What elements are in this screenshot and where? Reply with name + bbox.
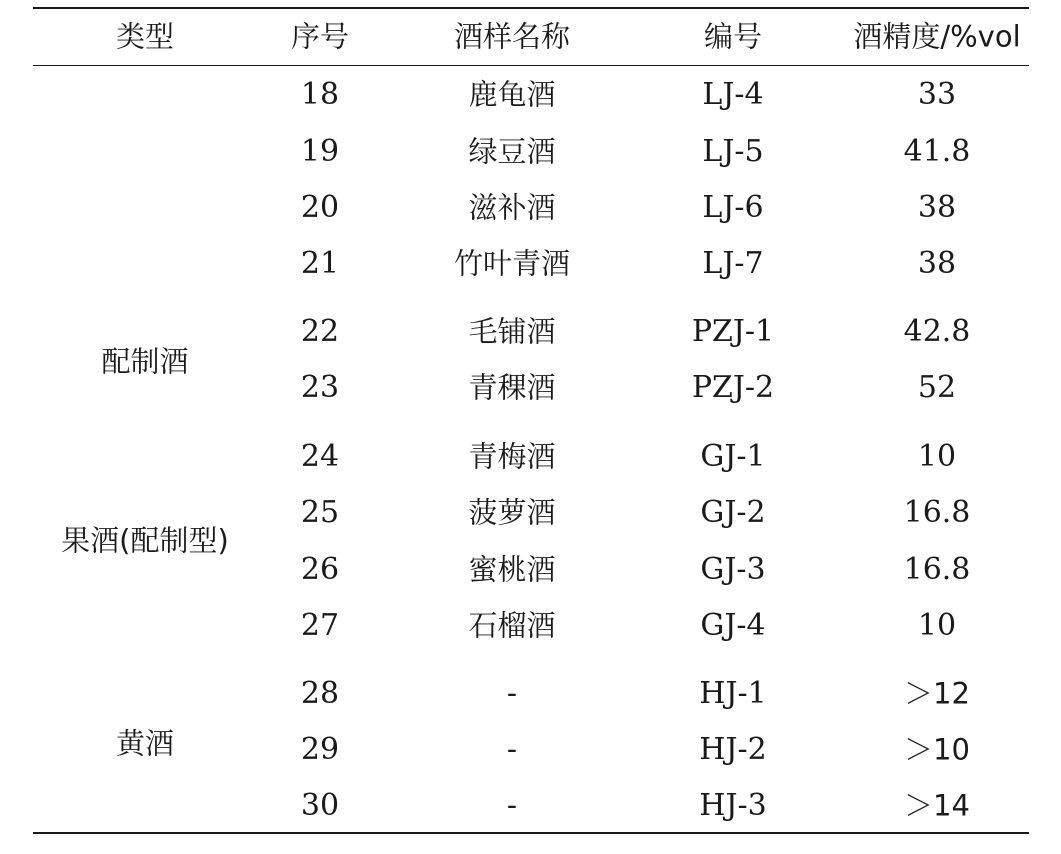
cell-sample-name: 石榴酒	[468, 608, 556, 643]
cell-index: 25	[300, 495, 340, 530]
cell-code: LJ-7	[702, 246, 764, 281]
header-type: 类型	[115, 19, 175, 54]
header-sample-name: 酒样名称	[453, 19, 571, 54]
cell-sample-name: -	[506, 788, 518, 823]
cell-sample-name: -	[506, 732, 518, 767]
cell-index: 22	[300, 314, 340, 349]
header-index: 序号	[290, 19, 350, 54]
cell-sample-name: 青梅酒	[468, 439, 556, 474]
cell-sample-name: 菠萝酒	[468, 495, 556, 530]
cell-code: GJ-3	[700, 552, 766, 587]
group-label: 配制酒	[101, 344, 189, 379]
cell-code: PZJ-2	[691, 370, 775, 405]
cell-index: 18	[300, 77, 340, 112]
cell-index: 28	[300, 676, 340, 711]
cell-abv: 16.8	[903, 495, 971, 530]
cell-code: HJ-2	[699, 732, 767, 767]
cell-index: 29	[300, 732, 340, 767]
cell-sample-name: -	[506, 676, 518, 711]
cell-abv: 16.8	[903, 552, 971, 587]
cell-abv: 52	[917, 370, 957, 405]
cell-index: 20	[300, 190, 340, 225]
header-code: 编号	[703, 19, 763, 54]
cell-code: GJ-1	[700, 439, 766, 474]
table-header-rule	[33, 65, 1029, 66]
cell-sample-name: 青稞酒	[468, 370, 556, 405]
cell-abv: 33	[917, 77, 957, 112]
cell-index: 19	[300, 134, 340, 169]
cell-abv: 10	[917, 439, 957, 474]
group-label: 黄酒	[115, 726, 175, 761]
cell-sample-name: 绿豆酒	[468, 134, 556, 169]
cell-code: GJ-2	[700, 495, 766, 530]
cell-index: 26	[300, 552, 340, 587]
cell-index: 27	[300, 608, 340, 643]
cell-sample-name: 毛铺酒	[468, 314, 556, 349]
group-label: 果酒(配制型)	[61, 523, 229, 558]
header-abv: 酒精度/%vol	[853, 19, 1021, 54]
table-bottom-rule	[33, 832, 1029, 834]
cell-code: PZJ-1	[691, 314, 775, 349]
cell-sample-name: 竹叶青酒	[453, 246, 571, 281]
cell-index: 23	[300, 370, 340, 405]
cell-index: 24	[300, 439, 340, 474]
cell-sample-name: 蜜桃酒	[468, 552, 556, 587]
cell-code: GJ-4	[700, 608, 766, 643]
cell-code: LJ-4	[702, 77, 764, 112]
cell-abv: ＞14	[904, 788, 970, 823]
cell-abv: 41.8	[903, 134, 971, 169]
cell-abv: ＞12	[904, 676, 970, 711]
cell-code: LJ-6	[702, 190, 764, 225]
cell-abv: 42.8	[903, 314, 971, 349]
cell-abv: 38	[917, 246, 957, 281]
cell-sample-name: 鹿龟酒	[468, 77, 556, 112]
table-top-rule	[33, 7, 1029, 9]
cell-sample-name: 滋补酒	[468, 190, 556, 225]
cell-code: LJ-5	[702, 134, 764, 169]
cell-index: 21	[300, 246, 340, 281]
cell-code: HJ-3	[699, 788, 767, 823]
cell-abv: ＞10	[904, 732, 970, 767]
cell-code: HJ-1	[699, 676, 767, 711]
cell-abv: 38	[917, 190, 957, 225]
cell-abv: 10	[917, 608, 957, 643]
cell-index: 30	[300, 788, 340, 823]
